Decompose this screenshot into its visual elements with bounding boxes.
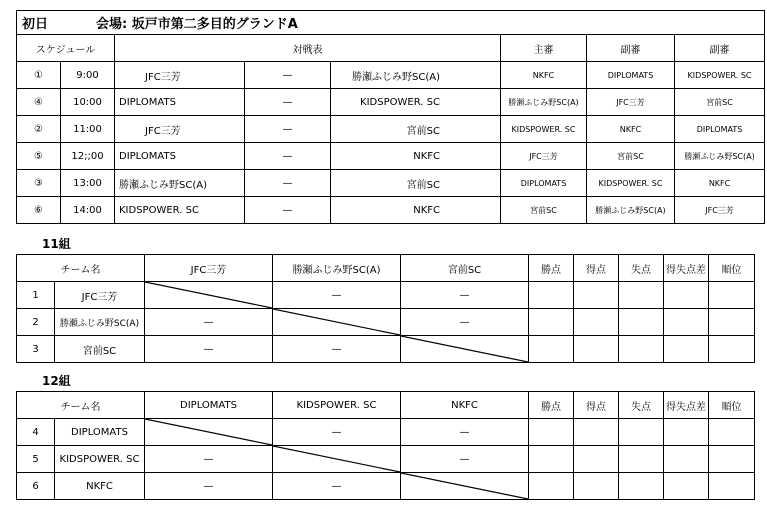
match-row bbox=[17, 89, 765, 116]
team-name-header: チーム名 bbox=[17, 392, 145, 419]
team-number: 2 bbox=[17, 309, 55, 336]
team-row bbox=[17, 336, 755, 363]
match-number: ② bbox=[17, 116, 61, 143]
sub-ref2-header: 副審 bbox=[675, 35, 765, 62]
sub-referee-1: KIDSPOWER. SC bbox=[587, 170, 675, 197]
match-time: 14:00 bbox=[61, 197, 115, 224]
stat-cell bbox=[529, 419, 574, 446]
stat-cell bbox=[574, 336, 619, 363]
match-row bbox=[17, 170, 765, 197]
match-time: 10:00 bbox=[61, 89, 115, 116]
diagonal-line bbox=[401, 336, 528, 362]
stat-cell bbox=[574, 309, 619, 336]
opponent-header: JFC三芳 bbox=[145, 255, 273, 282]
result-cell: — bbox=[273, 419, 401, 446]
stat-cell bbox=[574, 282, 619, 309]
match-number: ⑥ bbox=[17, 197, 61, 224]
stat-cell bbox=[529, 473, 574, 500]
match-row bbox=[17, 143, 765, 170]
team-name: KIDSPOWER. SC bbox=[55, 446, 145, 473]
result-cell: — bbox=[145, 336, 273, 363]
home-team: 勝瀬ふじみ野SC(A) bbox=[115, 170, 245, 197]
self-match-cell bbox=[401, 473, 529, 500]
stat-header: 勝点 bbox=[529, 255, 574, 282]
match-number: ⑤ bbox=[17, 143, 61, 170]
match-dash: — bbox=[245, 62, 331, 89]
sub-referee-2: KIDSPOWER. SC bbox=[675, 62, 765, 89]
stat-header: 得点 bbox=[574, 255, 619, 282]
team-row bbox=[17, 282, 755, 309]
home-team: DIPLOMATS bbox=[115, 143, 245, 170]
sub-referee-2: JFC三芳 bbox=[675, 197, 765, 224]
team-row bbox=[17, 473, 755, 500]
away-team: NKFC bbox=[331, 197, 501, 224]
venue-label: 会場: 坂戸市第二多目的グランドA bbox=[96, 17, 298, 32]
self-match-cell bbox=[145, 282, 273, 309]
match-rows bbox=[17, 62, 765, 224]
main-referee: 勝瀬ふじみ野SC(A) bbox=[501, 89, 587, 116]
diagonal-line bbox=[273, 446, 400, 472]
team-name: 勝瀬ふじみ野SC(A) bbox=[55, 309, 145, 336]
group12-table bbox=[16, 391, 755, 500]
day-label: 初日 bbox=[22, 17, 49, 32]
match-dash: — bbox=[245, 170, 331, 197]
match-row bbox=[17, 197, 765, 224]
stat-cell bbox=[709, 473, 755, 500]
away-team: 宮前SC bbox=[331, 170, 501, 197]
match-dash: — bbox=[245, 89, 331, 116]
result-cell: — bbox=[145, 473, 273, 500]
sub-referee-1: JFC三芳 bbox=[587, 89, 675, 116]
team-name-header: チーム名 bbox=[17, 255, 145, 282]
stat-header: 順位 bbox=[709, 255, 755, 282]
stat-cell bbox=[574, 419, 619, 446]
stat-cell bbox=[619, 309, 664, 336]
result-cell: — bbox=[401, 419, 529, 446]
stat-cell bbox=[619, 473, 664, 500]
away-team: NKFC bbox=[331, 143, 501, 170]
away-team: 宮前SC bbox=[331, 116, 501, 143]
schedule-header: スケジュール bbox=[17, 35, 115, 62]
match-number: ① bbox=[17, 62, 61, 89]
self-match-cell bbox=[145, 419, 273, 446]
diagonal-line bbox=[145, 419, 272, 445]
stat-header: 得失点差 bbox=[664, 255, 709, 282]
matchup-header: 対戦表 bbox=[115, 35, 501, 62]
self-match-cell bbox=[273, 446, 401, 473]
result-cell: — bbox=[273, 473, 401, 500]
sub-referee-2: 勝瀬ふじみ野SC(A) bbox=[675, 143, 765, 170]
match-dash: — bbox=[245, 197, 331, 224]
team-row bbox=[17, 309, 755, 336]
diagonal-line bbox=[273, 309, 400, 335]
stat-cell bbox=[664, 336, 709, 363]
main-ref-header: 主審 bbox=[501, 35, 587, 62]
group11-table bbox=[16, 254, 755, 363]
stat-cell bbox=[709, 282, 755, 309]
self-match-cell bbox=[273, 309, 401, 336]
stat-header: 順位 bbox=[709, 392, 755, 419]
opponent-header: DIPLOMATS bbox=[145, 392, 273, 419]
stat-cell bbox=[709, 446, 755, 473]
stat-cell bbox=[529, 309, 574, 336]
sub-referee-2: NKFC bbox=[675, 170, 765, 197]
match-time: 11:00 bbox=[61, 116, 115, 143]
stat-cell bbox=[664, 473, 709, 500]
team-name: DIPLOMATS bbox=[55, 419, 145, 446]
stat-header: 得失点差 bbox=[664, 392, 709, 419]
sub-referee-1: 宮前SC bbox=[587, 143, 675, 170]
team-row bbox=[17, 446, 755, 473]
home-team: JFC三芳 bbox=[115, 116, 245, 143]
match-dash: — bbox=[245, 116, 331, 143]
stat-cell bbox=[619, 336, 664, 363]
stat-cell bbox=[709, 419, 755, 446]
diagonal-line bbox=[401, 473, 528, 499]
opponent-header: 宮前SC bbox=[401, 255, 529, 282]
away-team: KIDSPOWER. SC bbox=[331, 89, 501, 116]
main-referee: 宮前SC bbox=[501, 197, 587, 224]
result-cell: — bbox=[273, 336, 401, 363]
result-cell: — bbox=[273, 282, 401, 309]
main-referee: DIPLOMATS bbox=[501, 170, 587, 197]
self-match-cell bbox=[401, 336, 529, 363]
group12-title: 12組 bbox=[42, 374, 71, 388]
sub-ref1-header: 副審 bbox=[587, 35, 675, 62]
stat-cell bbox=[529, 446, 574, 473]
result-cell: — bbox=[401, 282, 529, 309]
team-name: JFC三芳 bbox=[55, 282, 145, 309]
stat-cell bbox=[619, 282, 664, 309]
team-name: 宮前SC bbox=[55, 336, 145, 363]
sub-referee-2: 宮前SC bbox=[675, 89, 765, 116]
sub-referee-1: NKFC bbox=[587, 116, 675, 143]
team-number: 3 bbox=[17, 336, 55, 363]
result-cell: — bbox=[401, 446, 529, 473]
opponent-header: 勝瀬ふじみ野SC(A) bbox=[273, 255, 401, 282]
match-time: 9:00 bbox=[61, 62, 115, 89]
home-team: KIDSPOWER. SC bbox=[115, 197, 245, 224]
match-time: 13:00 bbox=[61, 170, 115, 197]
schedule-table bbox=[16, 10, 765, 224]
stat-header: 得点 bbox=[574, 392, 619, 419]
group11-title: 11組 bbox=[42, 237, 71, 251]
match-row bbox=[17, 116, 765, 143]
result-cell: — bbox=[145, 309, 273, 336]
stat-cell bbox=[529, 336, 574, 363]
sub-referee-1: DIPLOMATS bbox=[587, 62, 675, 89]
home-team: DIPLOMATS bbox=[115, 89, 245, 116]
schedule-header-row bbox=[17, 35, 765, 62]
stat-cell bbox=[664, 446, 709, 473]
stat-cell bbox=[709, 309, 755, 336]
group-header-row bbox=[17, 392, 755, 419]
stat-header: 失点 bbox=[619, 255, 664, 282]
diagonal-line bbox=[145, 282, 272, 308]
stat-header: 失点 bbox=[619, 392, 664, 419]
stat-cell bbox=[664, 419, 709, 446]
stat-cell bbox=[619, 446, 664, 473]
stat-cell bbox=[664, 309, 709, 336]
stat-header: 勝点 bbox=[529, 392, 574, 419]
match-row bbox=[17, 62, 765, 89]
sub-referee-1: 勝瀬ふじみ野SC(A) bbox=[587, 197, 675, 224]
stat-cell bbox=[529, 282, 574, 309]
stat-cell bbox=[709, 336, 755, 363]
sub-referee-2: DIPLOMATS bbox=[675, 116, 765, 143]
home-team: JFC三芳 bbox=[115, 62, 245, 89]
result-cell: — bbox=[401, 309, 529, 336]
stat-cell bbox=[664, 282, 709, 309]
away-team: 勝瀬ふじみ野SC(A) bbox=[331, 62, 501, 89]
team-number: 1 bbox=[17, 282, 55, 309]
stat-cell bbox=[574, 446, 619, 473]
match-number: ④ bbox=[17, 89, 61, 116]
stat-cell bbox=[574, 473, 619, 500]
match-number: ③ bbox=[17, 170, 61, 197]
main-referee: JFC三芳 bbox=[501, 143, 587, 170]
main-referee: NKFC bbox=[501, 62, 587, 89]
main-referee: KIDSPOWER. SC bbox=[501, 116, 587, 143]
team-number: 5 bbox=[17, 446, 55, 473]
match-dash: — bbox=[245, 143, 331, 170]
team-row bbox=[17, 419, 755, 446]
team-number: 6 bbox=[17, 473, 55, 500]
team-number: 4 bbox=[17, 419, 55, 446]
title-row bbox=[17, 11, 765, 35]
opponent-header: NKFC bbox=[401, 392, 529, 419]
opponent-header: KIDSPOWER. SC bbox=[273, 392, 401, 419]
group-header-row bbox=[17, 255, 755, 282]
team-name: NKFC bbox=[55, 473, 145, 500]
result-cell: — bbox=[145, 446, 273, 473]
stat-cell bbox=[619, 419, 664, 446]
match-time: 12;;00 bbox=[61, 143, 115, 170]
